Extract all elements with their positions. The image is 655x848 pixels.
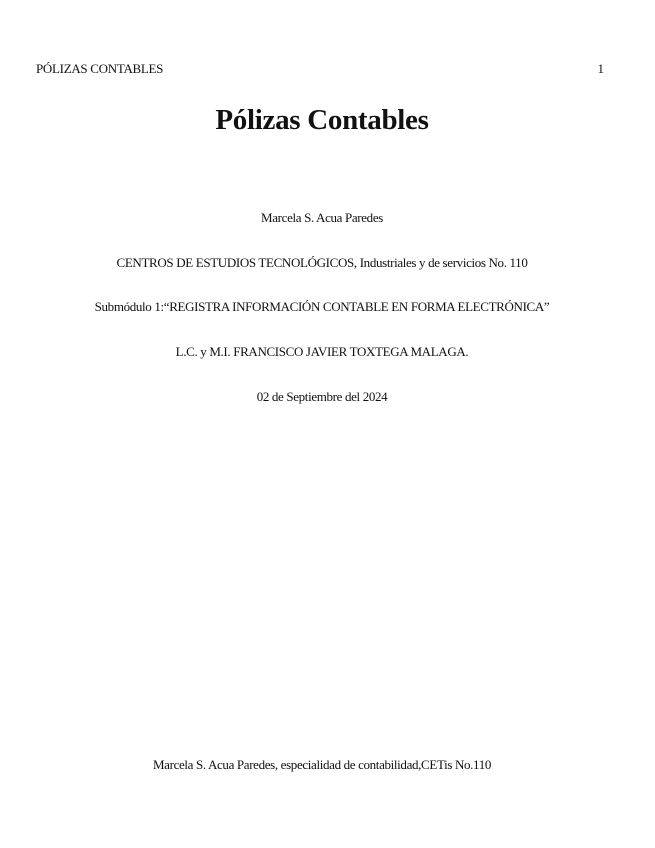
document-date: 02 de Septiembre del 2024 xyxy=(256,389,388,404)
course-name: Submódulo 1:“REGISTRA INFORMACIÓN CONTABLE EN FORMA ELECTRÓNICA” xyxy=(94,299,550,314)
running-head: PÓLIZAS CONTABLES xyxy=(36,61,164,76)
document-title: Pólizas Contables xyxy=(215,104,429,136)
institution-name: CENTROS DE ESTUDIOS TECNOLÓGICOS, Industriales y de servicios No. 110 xyxy=(116,255,528,270)
author-note: Marcela S. Acua Paredes, especialidad de contabilidad,CETis No.110 xyxy=(152,757,492,772)
instructor-name: L.C. y M.I. FRANCISCO JAVIER TOXTEGA MALAGA. xyxy=(175,344,469,359)
author-name: Marcela S. Acua Paredes xyxy=(261,210,383,225)
page-number: 1 xyxy=(597,61,604,76)
